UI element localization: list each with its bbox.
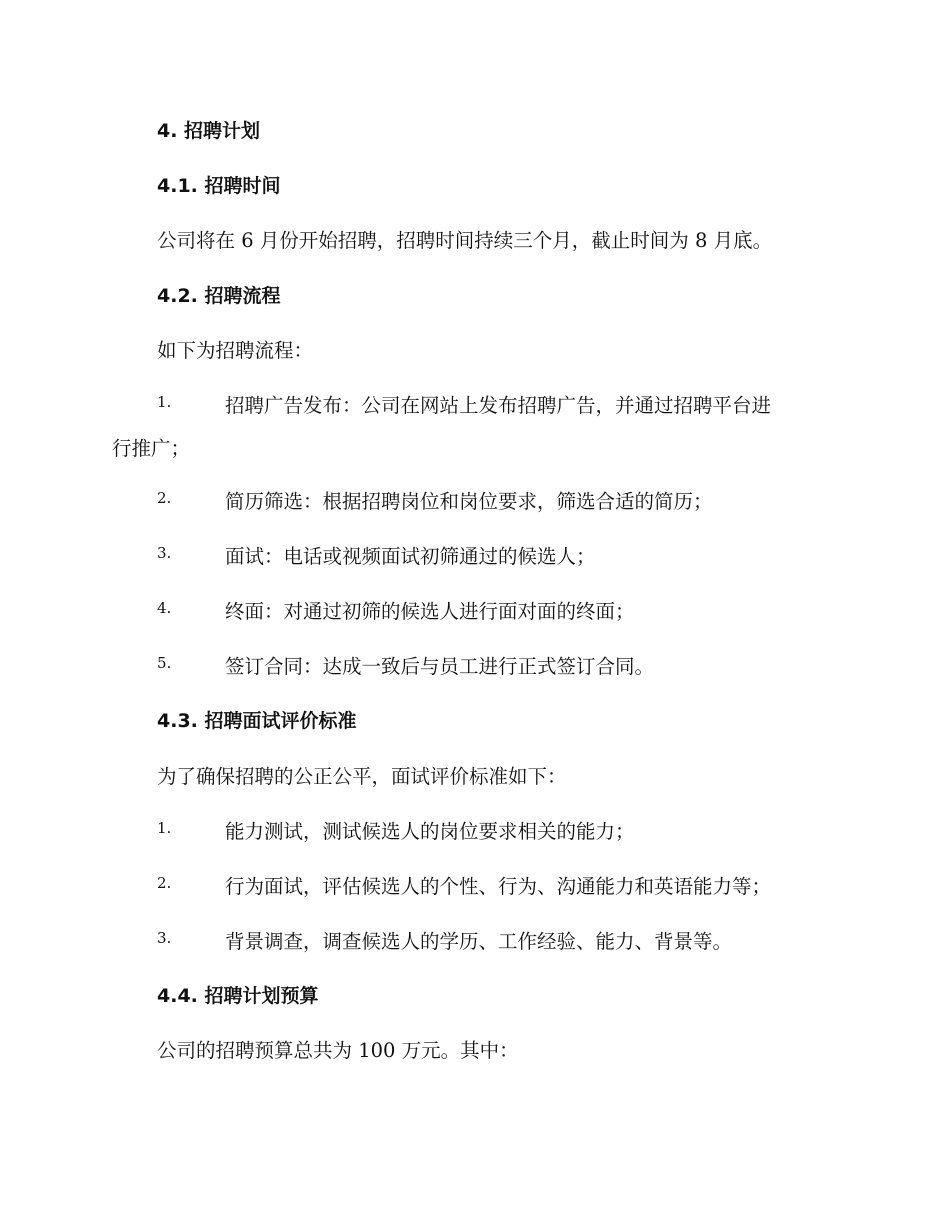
paragraph-process-intro: 如下为招聘流程： xyxy=(157,339,314,362)
section-heading-4-2: 4.2. 招聘流程 xyxy=(157,285,281,307)
list-item-text: 背景调查，调查候选人的学历、工作经验、能力、背景等。 xyxy=(225,930,733,953)
list-item-number: 1. xyxy=(157,393,172,411)
list-item-number: 5. xyxy=(157,654,172,672)
list-item-text: 简历筛选：根据招聘岗位和岗位要求，筛选合适的简历； xyxy=(225,490,713,513)
list-item-number: 4. xyxy=(157,599,172,617)
section-heading-4-4: 4.4. 招聘计划预算 xyxy=(157,985,319,1007)
list-item-text: 面试：电话或视频面试初筛通过的候选人； xyxy=(225,545,596,568)
list-item-number: 1. xyxy=(157,819,172,837)
list-item-number: 3. xyxy=(157,544,172,562)
paragraph-budget: 公司的招聘预算总共为 100 万元。其中： xyxy=(157,1039,519,1062)
list-item-number: 2. xyxy=(157,489,172,507)
list-item-text: 能力测试，测试候选人的岗位要求相关的能力； xyxy=(225,820,635,843)
list-item-number: 3. xyxy=(157,929,172,947)
list-item-text: 终面：对通过初筛的候选人进行面对面的终面； xyxy=(225,600,635,623)
list-item-number: 2. xyxy=(157,874,172,892)
paragraph-criteria-intro: 为了确保招聘的公正公平，面试评价标准如下： xyxy=(157,765,567,788)
paragraph-recruitment-time: 公司将在 6 月份开始招聘，招聘时间持续三个月，截止时间为 8 月底。 xyxy=(157,229,773,252)
section-heading-4: 4. 招聘计划 xyxy=(157,120,261,142)
list-item-text: 行为面试，评估候选人的个性、行为、沟通能力和英语能力等； xyxy=(225,875,772,898)
list-item-text: 签订合同：达成一致后与员工进行正式签订合同。 xyxy=(225,655,655,678)
list-item-text: 招聘广告发布：公司在网站上发布招聘广告，并通过招聘平台进 xyxy=(225,394,772,417)
list-item-text-continued: 行推广； xyxy=(112,437,191,460)
section-heading-4-3: 4.3. 招聘面试评价标准 xyxy=(157,710,357,732)
section-heading-4-1: 4.1. 招聘时间 xyxy=(157,175,281,197)
